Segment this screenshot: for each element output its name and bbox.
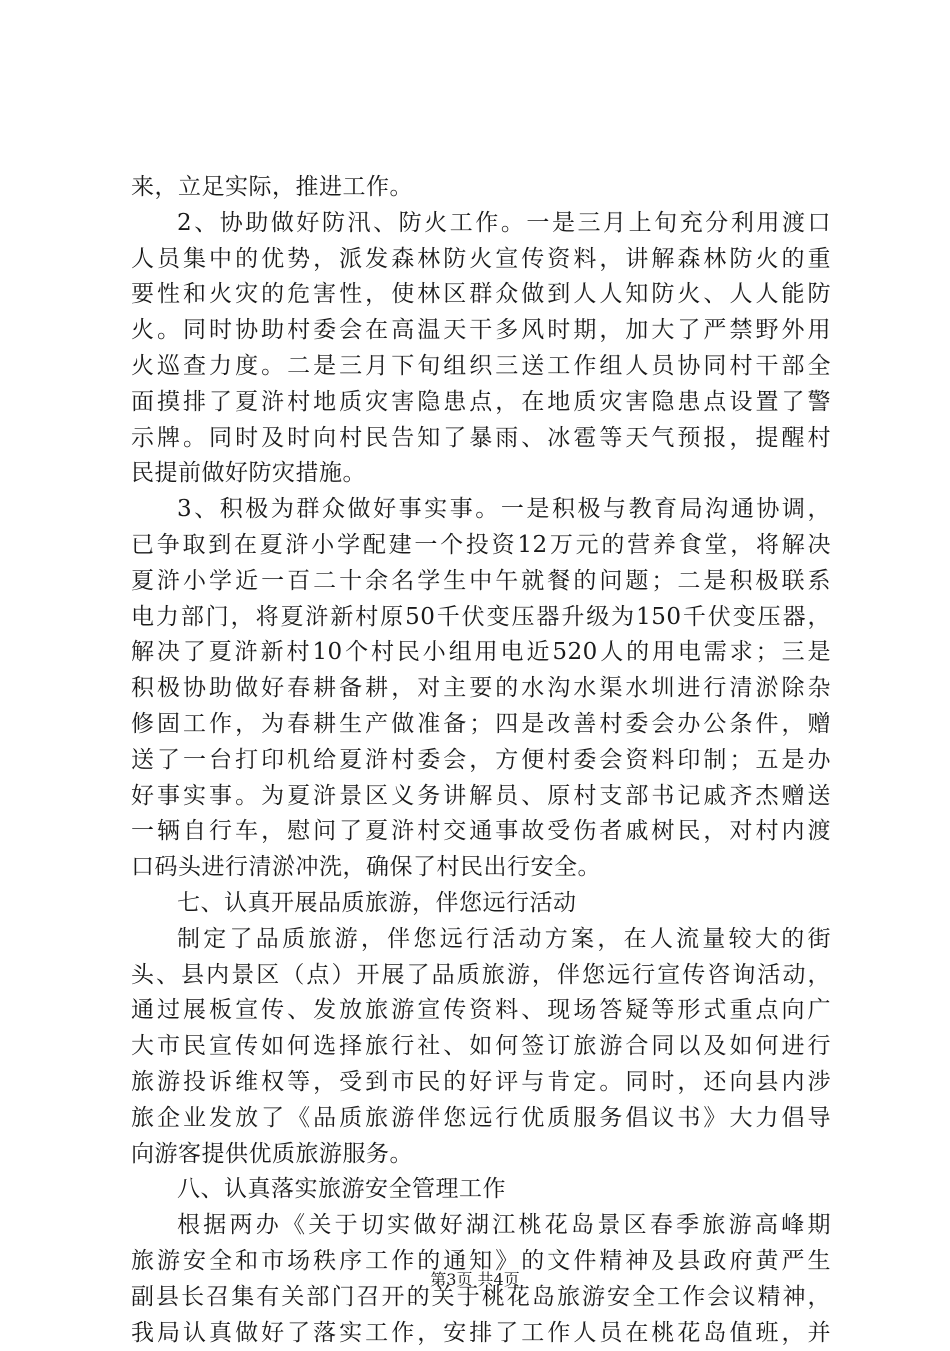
- text-line: 要性和火灾的危害性，使林区群众做到人人知防火、人人能防: [131, 277, 831, 313]
- text-line: 已争取到在夏浒小学配建一个投资12万元的营养食堂，将解决: [131, 528, 831, 564]
- text-line: 旅游安全和市场秩序工作的通知》的文件精神及县政府黄严生: [131, 1244, 831, 1280]
- text-line: 火。同时协助村委会在高温天干多风时期，加大了严禁野外用: [131, 313, 831, 349]
- text-line: 送了一台打印机给夏浒村委会，方便村委会资料印制；五是办: [131, 743, 831, 779]
- text-line: 头、县内景区（点）开展了品质旅游，伴您远行宣传咨询活动，: [131, 958, 831, 994]
- body-text: [131, 170, 831, 1351]
- text-line: 向游客提供优质旅游服务。: [131, 1137, 831, 1173]
- text-line: 旅企业发放了《品质旅游伴您远行优质服务倡议书》大力倡导: [131, 1101, 831, 1137]
- text-line: 大市民宣传如何选择旅行社、如何签订旅游合同以及如何进行: [131, 1029, 831, 1065]
- text-line: 夏浒小学近一百二十余名学生中午就餐的问题；二是积极联系: [131, 564, 831, 600]
- text-line: 民提前做好防灾措施。: [131, 456, 831, 492]
- text-line: 来，立足实际，推进工作。: [131, 170, 831, 206]
- section-heading: 八、认真落实旅游安全管理工作: [131, 1172, 831, 1208]
- text-line: 口码头进行清淤冲洗，确保了村民出行安全。: [131, 850, 831, 886]
- text-line: 根据两办《关于切实做好湖江桃花岛景区春季旅游高峰期: [131, 1208, 831, 1244]
- text-line: 一辆自行车，慰问了夏浒村交通事故受伤者戚树民，对村内渡: [131, 814, 831, 850]
- text-line: 3、积极为群众做好事实事。一是积极与教育局沟通协调，: [131, 492, 831, 528]
- text-line: 我局认真做好了落实工作，安排了工作人员在桃花岛值班，并: [131, 1316, 831, 1351]
- text-line: 旅游投诉维权等，受到市民的好评与肯定。同时，还向县内涉: [131, 1065, 831, 1101]
- text-line: 火巡查力度。二是三月下旬组织三送工作组人员协同村干部全: [131, 349, 831, 385]
- page-footer: 第3页 共4页: [0, 1270, 950, 1290]
- text-line: 副县长召集有关部门召开的关于桃花岛旅游安全工作会议精神，: [131, 1280, 831, 1316]
- text-line: 示牌。同时及时向村民告知了暴雨、冰雹等天气预报，提醒村: [131, 421, 831, 457]
- text-line: 好事实事。为夏浒景区义务讲解员、原村支部书记戚齐杰赠送: [131, 779, 831, 815]
- text-line: 修固工作，为春耕生产做准备；四是改善村委会办公条件，赠: [131, 707, 831, 743]
- section-heading: 七、认真开展品质旅游，伴您远行活动: [131, 886, 831, 922]
- text-line: 面摸排了夏浒村地质灾害隐患点，在地质灾害隐患点设置了警: [131, 385, 831, 421]
- text-line: 2、协助做好防汛、防火工作。一是三月上旬充分利用渡口: [131, 206, 831, 242]
- text-line: 电力部门，将夏浒新村原50千伏变压器升级为150千伏变压器，: [131, 600, 831, 636]
- text-line: 积极协助做好春耕备耕，对主要的水沟水渠水圳进行清淤除杂: [131, 671, 831, 707]
- text-line: 通过展板宣传、发放旅游宣传资料、现场答疑等形式重点向广: [131, 993, 831, 1029]
- text-line: 解决了夏浒新村10个村民小组用电近520人的用电需求；三是: [131, 635, 831, 671]
- text-line: 制定了品质旅游，伴您远行活动方案，在人流量较大的街: [131, 922, 831, 958]
- text-line: 人员集中的优势，派发森林防火宣传资料，讲解森林防火的重: [131, 242, 831, 278]
